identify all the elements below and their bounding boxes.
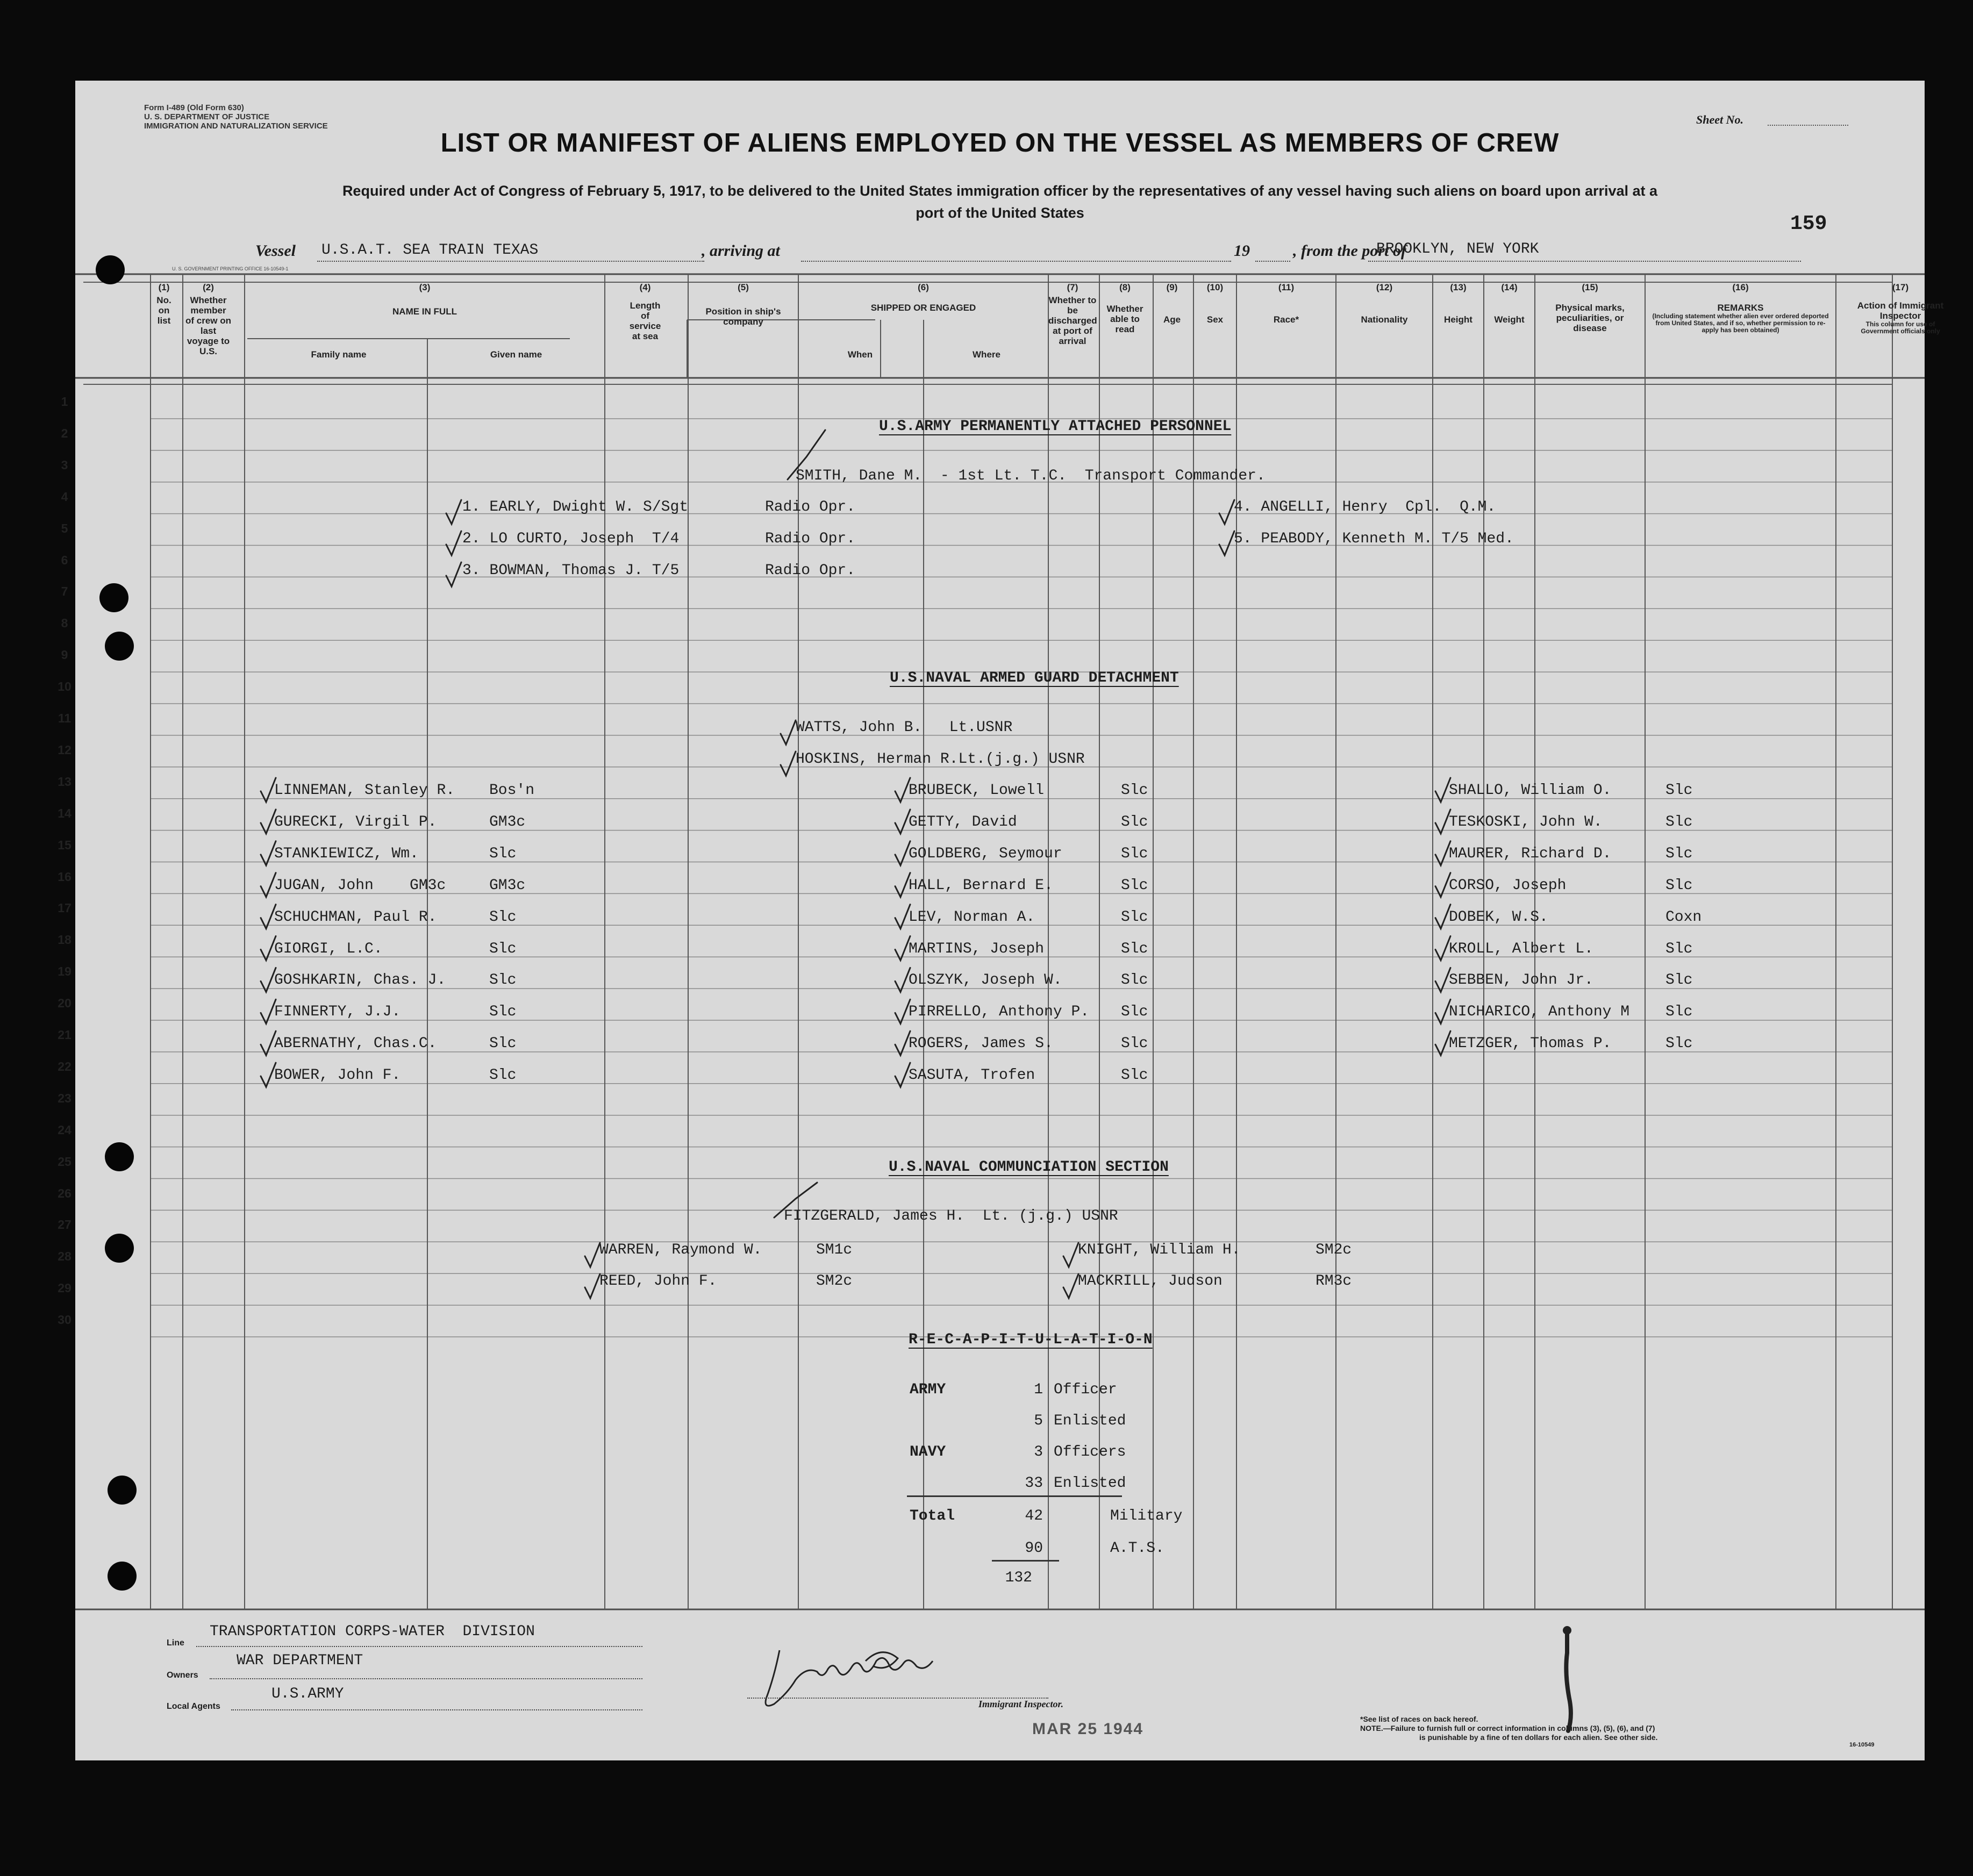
check-mark-kroll [1435, 936, 1450, 961]
guard-name-pirrello: PIRRELLO, Anthony P. [909, 1004, 1090, 1021]
form-number: Form I-489 (Old Form 630) [144, 103, 244, 112]
row-number: 30 [58, 1313, 72, 1327]
guard-rate-metzger: Slc [1665, 1035, 1693, 1052]
guard-rate-sebben: Slc [1665, 972, 1693, 989]
check-mark-shallo [1435, 778, 1450, 802]
guard-name-martins: MARTINS, Joseph [909, 940, 1045, 957]
row-number: 1 [61, 395, 68, 409]
navy-guard-officer-2: HOSKINS, Herman R.Lt.(j.g.) USNR [796, 751, 1085, 768]
col-16-header: (16) REMARKS (Including statement whether alien ever ordered deported from United States, and if so, whether permission to re-apply has been obtained) [1652, 282, 1829, 334]
row-number: 2 [61, 426, 68, 440]
army-position-1: Radio Opr. [765, 499, 856, 515]
row-number: 24 [58, 1122, 72, 1137]
comm-rate-knight: SM2c [1316, 1242, 1352, 1258]
guard-rate-linneman: Bos'n [489, 782, 535, 799]
check-mark-metzger [1435, 1031, 1450, 1055]
row-number: 28 [58, 1249, 72, 1264]
guard-name-goshkarin: GOSHKARIN, Chas. J. [274, 972, 446, 989]
check-marks-overlay [75, 81, 1925, 1760]
check-mark-sasuta [895, 1063, 910, 1087]
col-5-header: (5) Position in ship's company [705, 282, 781, 327]
guard-rate-corso: Slc [1665, 877, 1693, 894]
recap-army-enlisted-count: 5 [1034, 1413, 1043, 1429]
recap-military-label: Military [1110, 1508, 1183, 1524]
check-mark-reed [585, 1274, 600, 1298]
check-mark-dobek [1435, 905, 1450, 929]
guard-rate-abernathy: Slc [489, 1035, 517, 1052]
check-mark-watts [781, 720, 796, 744]
check-mark-giorgi [261, 936, 276, 961]
guard-rate-shallo: Slc [1665, 782, 1693, 799]
check-mark-gurecki [261, 810, 276, 834]
guard-name-maurer: MAURER, Richard D. [1449, 845, 1612, 862]
row-number: 13 [58, 774, 72, 789]
check-mark-teskoski [1435, 810, 1450, 834]
guard-rate-getty: Slc [1121, 813, 1148, 830]
army-position-3: Radio Opr. [765, 562, 856, 579]
year-label: 19 [1234, 242, 1250, 260]
subtitle-line-2: port of the United States [916, 205, 1084, 221]
check-mark-goshkarin [261, 968, 276, 992]
guard-name-goldberg: GOLDBERG, Seymour [909, 845, 1062, 862]
comm-name-knight: KNIGHT, William H. [1078, 1242, 1241, 1258]
vessel-label: Vessel [255, 242, 296, 260]
guard-rate-brubeck: Slc [1121, 782, 1148, 799]
comm-name-warren: WARREN, Raymond W. [599, 1242, 762, 1258]
guard-name-sebben: SEBBEN, John Jr. [1449, 972, 1593, 989]
army-commander: SMITH, Dane M. - 1st Lt. T.C. Transport Commander. [796, 468, 1266, 484]
check-mark-angelli [1219, 500, 1234, 524]
punch-hole [105, 1234, 134, 1263]
punch-hole [108, 1476, 137, 1505]
guard-name-nicharico: NICHARICO, Anthony M [1449, 1004, 1630, 1021]
guard-name-jugan: JUGAN, John GM3c [274, 877, 446, 894]
recap-ats-label: A.T.S. [1110, 1540, 1164, 1557]
guard-name-lev: LEV, Norman A. [909, 908, 1035, 926]
sheet-number-label: Sheet No. [1696, 113, 1743, 126]
recap-heading: R-E-C-A-P-I-T-U-L-A-T-I-O-N [909, 1331, 1153, 1348]
check-mark-abernathy [261, 1031, 276, 1055]
army-member-1: 1. EARLY, Dwight W. S/Sgt [462, 499, 689, 515]
navy-comm-heading: U.S.NAVAL COMMUNCIATION SECTION [889, 1159, 1169, 1176]
check-mark-pirrello [895, 999, 910, 1023]
check-mark-jugan [261, 873, 276, 897]
guard-name-olszyk: OLSZYK, Joseph W. [909, 972, 1062, 989]
row-number: 14 [58, 806, 72, 820]
col-3-family-name: Family name [311, 349, 367, 360]
check-mark-bower [261, 1063, 276, 1087]
guard-name-kroll: KROLL, Albert L. [1449, 940, 1593, 957]
inspector-label: Immigrant Inspector. [978, 1699, 1064, 1709]
army-member-4: 4. ANGELLI, Henry Cpl. Q.M. [1234, 499, 1496, 515]
guard-name-finnerty: FINNERTY, J.J. [274, 1004, 401, 1021]
guard-rate-gurecki: GM3c [489, 813, 526, 830]
check-mark-knight [1063, 1243, 1078, 1267]
row-number: 6 [61, 553, 68, 567]
guard-rate-teskoski: Slc [1665, 813, 1693, 830]
row-number: 27 [58, 1218, 72, 1232]
service-name: IMMIGRATION AND NATURALIZATION SERVICE [144, 121, 328, 131]
col-4-header: (4) Length of service at sea [629, 282, 661, 341]
comm-rate-mackrill: RM3c [1316, 1273, 1352, 1290]
row-number: 26 [58, 1186, 72, 1200]
subtitle-line-1: Required under Act of Congress of February 5, 1917, to be delivered to the United States immigration officer by the representatives of any vessel having such aliens on board upon arrival at a [342, 183, 1658, 199]
check-mark-brubeck [895, 778, 910, 802]
document-title: LIST OR MANIFEST OF ALIENS EMPLOYED ON THE VESSEL AS MEMBERS OF CREW [440, 128, 1560, 157]
guard-name-abernathy: ABERNATHY, Chas.C. [274, 1035, 437, 1052]
department-name: U. S. DEPARTMENT OF JUSTICE [144, 112, 270, 121]
guard-name-gurecki: GURECKI, Virgil P. [274, 813, 437, 830]
note-races: *See list of races on back hereof. [1360, 1715, 1478, 1723]
check-mark-warren [585, 1243, 600, 1267]
punch-hole [105, 632, 134, 661]
guard-rate-nicharico: Slc [1665, 1004, 1693, 1021]
guard-name-teskoski: TESKOSKI, John W. [1449, 813, 1603, 830]
row-number: 3 [61, 457, 68, 472]
guard-rate-hall: Slc [1121, 877, 1148, 894]
date-stamp: MAR 25 1944 [1032, 1720, 1144, 1738]
navy-comm-officer: FITZGERALD, James H. Lt. (j.g.) USNR [784, 1208, 1118, 1225]
check-mark-hoskins [781, 751, 796, 776]
navy-guard-officer-1: WATTS, John B. Lt.USNR [796, 719, 1013, 736]
footer-agents-label: Local Agents [167, 1702, 220, 1711]
row-number: 9 [61, 648, 68, 662]
guard-rate-goldberg: Slc [1121, 845, 1148, 862]
check-mark-sebben [1435, 968, 1450, 992]
check-mark-schuchman [261, 905, 276, 929]
footer-agents-value: U.S.ARMY [271, 1686, 344, 1702]
row-number: 12 [58, 742, 72, 757]
army-position-2: Radio Opr. [765, 531, 856, 547]
vessel-name: U.S.A.T. SEA TRAIN TEXAS [321, 242, 539, 259]
row-number: 20 [58, 996, 72, 1011]
guard-rate-stankiewicz: Slc [489, 845, 517, 862]
punch-hole [96, 255, 125, 284]
check-mark-early [446, 500, 461, 524]
check-mark-goldberg [895, 841, 910, 865]
check-mark-finnerty [261, 999, 276, 1023]
check-mark-smith [788, 430, 825, 479]
check-mark-linneman [261, 778, 276, 802]
guard-rate-dobek: Coxn [1665, 908, 1702, 926]
row-number: 18 [58, 933, 72, 947]
note-penalty-2: is punishable by a fine of ten dollars for each alien. See other side. [1419, 1733, 1658, 1742]
note-penalty-1: NOTE.—Failure to furnish full or correct information in columns (3), (5), (6), and (7) [1360, 1724, 1655, 1732]
guard-rate-finnerty: Slc [489, 1004, 517, 1021]
from-port-value: BROOKLYN, NEW YORK [1376, 241, 1539, 257]
col-2-header: (2) Whether member of crew on last voyage to U.S. [185, 282, 232, 356]
punch-hole [108, 1562, 137, 1591]
row-number: 4 [61, 489, 68, 504]
row-number: 17 [58, 901, 72, 915]
col-11-header: (11) Race* [1273, 282, 1299, 325]
guard-rate-bower: Slc [489, 1067, 517, 1084]
guard-name-giorgi: GIORGI, L.C. [274, 940, 383, 957]
punch-hole [105, 1142, 134, 1171]
row-number: 10 [58, 679, 72, 694]
row-number: 23 [58, 1091, 72, 1105]
check-mark-maurer [1435, 841, 1450, 865]
check-mark-fitzgerald [774, 1183, 817, 1218]
check-mark-bowman [446, 562, 461, 586]
col-10-header: (10) Sex [1206, 282, 1224, 325]
footer-owners-value: WAR DEPARTMENT [237, 1652, 363, 1669]
guard-rate-giorgi: Slc [489, 940, 517, 957]
guard-name-bower: BOWER, John F. [274, 1067, 401, 1084]
guard-name-dobek: DOBEK, W.S. [1449, 908, 1548, 926]
guard-rate-pirrello: Slc [1121, 1004, 1148, 1021]
recap-navy-officer-count: 3 [1034, 1444, 1043, 1460]
guard-rate-rogers: Slc [1121, 1035, 1148, 1052]
recap-ats-count: 90 [1025, 1540, 1043, 1557]
guard-name-stankiewicz: STANKIEWICZ, Wm. [274, 845, 419, 862]
footer-line-blank [196, 1646, 642, 1647]
check-mark-corso [1435, 873, 1450, 897]
footer-line-label: Line [167, 1638, 184, 1648]
guard-name-shallo: SHALLO, William O. [1449, 782, 1612, 799]
row-number: 21 [58, 1028, 72, 1042]
guard-name-rogers: ROGERS, James S. [909, 1035, 1053, 1052]
guard-name-linneman: LINNEMAN, Stanley R. [274, 782, 455, 799]
col-15-header: (15) Physical marks, peculiarities, or disease [1555, 282, 1625, 333]
guard-rate-maurer: Slc [1665, 845, 1693, 862]
guard-rate-lev: Slc [1121, 908, 1148, 926]
page-number: 159 [1790, 212, 1827, 235]
recap-grand-total: 132 [1005, 1570, 1032, 1586]
footer-line-value: TRANSPORTATION CORPS-WATER DIVISION [210, 1623, 535, 1640]
col-7-header: (7) Whether to be discharged at port of arrival [1048, 282, 1097, 346]
guard-rate-kroll: Slc [1665, 940, 1693, 957]
row-number: 29 [58, 1281, 72, 1295]
check-mark-stankiewicz [261, 841, 276, 865]
check-mark-peabody [1219, 531, 1234, 555]
recap-army-officer-count: 1 [1034, 1381, 1043, 1398]
col-3-given-name: Given name [490, 349, 542, 360]
col-9-header: (9) Age [1163, 282, 1181, 325]
manifest-sheet [58, 81, 1944, 1760]
row-number: 11 [58, 711, 72, 725]
col-17-header: (17) Action of Immigrant Inspector This column for use of Government officials only [1857, 282, 1944, 335]
col-6-where: Where [973, 349, 1000, 360]
navy-guard-heading: U.S.NAVAL ARMED GUARD DETACHMENT [890, 670, 1179, 686]
col-13-header: (13) Height [1444, 282, 1472, 325]
row-number: 5 [61, 521, 68, 535]
recap-navy-officer-label: Officers [1054, 1444, 1126, 1460]
guard-rate-olszyk: Slc [1121, 972, 1148, 989]
footer-form-code: 16-10549 [1849, 1742, 1875, 1748]
army-member-3: 3. BOWMAN, Thomas J. T/5 [462, 562, 680, 579]
recap-total-label: Total [910, 1508, 955, 1524]
check-mark-hall [895, 873, 910, 897]
army-member-5: 5. PEABODY, Kenneth M. T/5 Med. [1234, 531, 1514, 547]
col-12-header: (12) Nationality [1361, 282, 1408, 325]
row-number: 22 [58, 1059, 72, 1073]
row-number: 16 [58, 869, 72, 884]
col-6-header: (6) SHIPPED OR ENGAGED [870, 282, 976, 313]
guard-name-getty: GETTY, David [909, 813, 1017, 830]
comm-name-mackrill: MACKRILL, Judson [1078, 1273, 1223, 1290]
guard-rate-martins: Slc [1121, 940, 1148, 957]
check-mark-locurto [446, 531, 461, 555]
col-1-header: (1) No. on list [156, 282, 171, 326]
check-mark-rogers [895, 1031, 910, 1055]
row-number: 15 [58, 837, 72, 852]
comm-rate-reed: SM2c [816, 1273, 853, 1290]
guard-name-hall: HALL, Bernard E. [909, 877, 1053, 894]
guard-rate-sasuta: Slc [1121, 1067, 1148, 1084]
col-8-header: (8) Whether able to read [1106, 282, 1143, 334]
row-number: 7 [61, 584, 68, 599]
row-number: 25 [58, 1154, 72, 1169]
footer-owners-blank [210, 1678, 642, 1679]
check-mark-mackrill [1063, 1274, 1078, 1298]
army-member-2: 2. LO CURTO, Joseph T/4 [462, 531, 680, 547]
recap-military-count: 42 [1025, 1508, 1043, 1524]
guard-name-brubeck: BRUBECK, Lowell [909, 782, 1045, 799]
row-number: 8 [61, 616, 68, 631]
footer-agents-blank [231, 1709, 642, 1710]
footer-notes [1360, 1715, 1876, 1742]
footer-owners-label: Owners [167, 1671, 198, 1680]
guard-rate-jugan: GM3c [489, 877, 526, 894]
guard-name-schuchman: SCHUCHMAN, Paul R. [274, 908, 437, 926]
row-number: 19 [58, 964, 72, 979]
guard-name-sasuta: SASUTA, Trofen [909, 1067, 1035, 1084]
printer-note: U. S. GOVERNMENT PRINTING OFFICE 16-10549-1 [172, 266, 289, 271]
recap-army-enlisted-label: Enlisted [1054, 1413, 1126, 1429]
recap-navy-label: NAVY [910, 1444, 946, 1460]
recap-army-officer-label: Officer [1054, 1381, 1117, 1398]
guard-name-metzger: METZGER, Thomas P. [1449, 1035, 1612, 1052]
army-section-heading: U.S.ARMY PERMANENTLY ATTACHED PERSONNEL [879, 418, 1232, 435]
arriving-label: , arriving at [702, 242, 780, 260]
col-6-when: When [847, 349, 873, 360]
check-mark-nicharico [1435, 999, 1450, 1023]
recap-army-label: ARMY [910, 1381, 946, 1398]
comm-rate-warren: SM1c [816, 1242, 853, 1258]
col-14-header: (14) Weight [1494, 282, 1525, 325]
guard-name-corso: CORSO, Joseph [1449, 877, 1567, 894]
punch-hole [99, 583, 128, 612]
check-mark-martins [895, 936, 910, 961]
recap-navy-enlisted-label: Enlisted [1054, 1475, 1126, 1492]
from-port-label: , from the port of [1293, 242, 1406, 260]
check-mark-olszyk [895, 968, 910, 992]
comm-name-reed: REED, John F. [599, 1273, 717, 1290]
recap-navy-enlisted-count: 33 [1025, 1475, 1043, 1492]
guard-rate-goshkarin: Slc [489, 972, 517, 989]
check-mark-lev [895, 905, 910, 929]
check-mark-getty [895, 810, 910, 834]
col-3-header: (3) NAME IN FULL [392, 282, 457, 317]
guard-rate-schuchman: Slc [489, 908, 517, 926]
